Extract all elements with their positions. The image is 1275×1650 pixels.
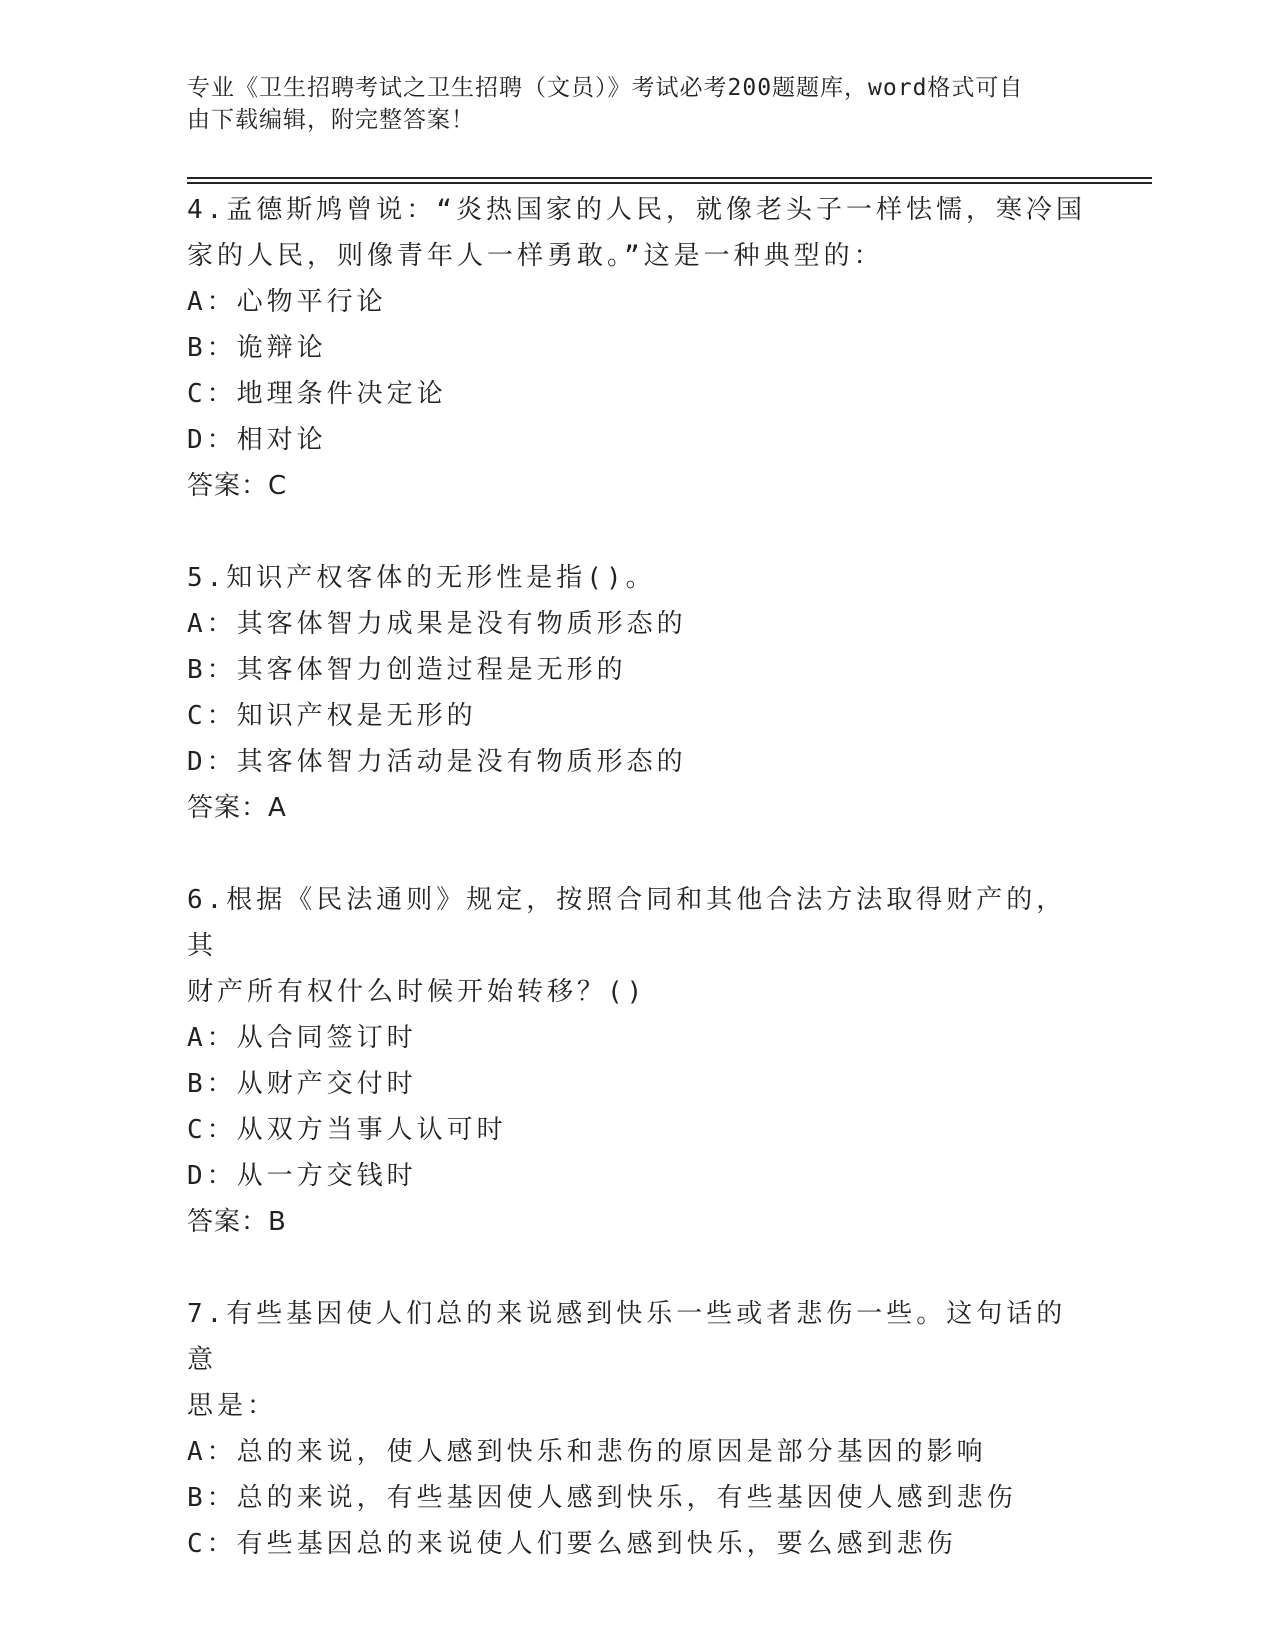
header-divider-bottom bbox=[187, 182, 1152, 184]
option-b: B：总的来说，有些基因使人感到快乐，有些基因使人感到悲伤 bbox=[187, 1483, 1017, 1513]
stem-line: 思是： bbox=[187, 1391, 278, 1421]
option-c: C：有些基因总的来说使人们要么感到快乐，要么感到悲伤 bbox=[187, 1529, 957, 1559]
option-b: B：从财产交付时 bbox=[187, 1069, 417, 1099]
option-d: D：从一方交钱时 bbox=[187, 1161, 417, 1191]
option-c: C：从双方当事人认可时 bbox=[187, 1115, 507, 1145]
question-stem bbox=[187, 187, 1087, 279]
option-a: A：从合同签订时 bbox=[187, 1023, 417, 1053]
question-4 bbox=[187, 187, 1087, 509]
option-d: D：相对论 bbox=[187, 425, 327, 455]
option-b: B：其客体智力创造过程是无形的 bbox=[187, 655, 627, 685]
answer-line: 答案：A bbox=[187, 793, 287, 823]
option-a: A：心物平行论 bbox=[187, 287, 387, 317]
option-a: A：总的来说，使人感到快乐和悲伤的原因是部分基因的影响 bbox=[187, 1437, 987, 1467]
stem-line: 家的人民，则像青年人一样勇敢。”这是一种典型的： bbox=[187, 241, 884, 271]
option-a: A：其客体智力成果是没有物质形态的 bbox=[187, 609, 687, 639]
question-5 bbox=[187, 555, 1087, 831]
stem-line: 财产所有权什么时候开始转移？() bbox=[187, 977, 647, 1007]
question-7 bbox=[187, 1291, 1087, 1567]
stem-line: 4.孟德斯鸠曾说：“炎热国家的人民，就像老头子一样怯懦，寒冷国 bbox=[187, 195, 1086, 225]
stem-line: 7.有些基因使人们总的来说感到快乐一些或者悲伤一些。这句话的意 bbox=[187, 1299, 1067, 1375]
question-spacer bbox=[187, 831, 1087, 877]
option-d: D：其客体智力活动是没有物质形态的 bbox=[187, 747, 687, 777]
option-b: B：诡辩论 bbox=[187, 333, 327, 363]
question-list bbox=[187, 187, 1087, 1567]
answer-line: 答案：C bbox=[187, 471, 288, 501]
answer-line: 答案：B bbox=[187, 1207, 287, 1237]
header-line-2: 由下载编辑，附完整答案！ bbox=[187, 107, 475, 133]
option-c: C：知识产权是无形的 bbox=[187, 701, 477, 731]
option-c: C：地理条件决定论 bbox=[187, 379, 447, 409]
header-divider-top bbox=[187, 177, 1152, 179]
question-stem bbox=[187, 877, 1087, 1015]
stem-line: 6.根据《民法通则》规定，按照合同和其他合法方法取得财产的，其 bbox=[187, 885, 1067, 961]
stem-line: 5.知识产权客体的无形性是指()。 bbox=[187, 563, 656, 593]
question-6 bbox=[187, 877, 1087, 1245]
question-stem bbox=[187, 555, 1087, 601]
question-stem bbox=[187, 1291, 1087, 1429]
header-line-1: 专业《卫生招聘考试之卫生招聘（文员）》考试必考200题题库，word格式可自 bbox=[187, 75, 1024, 101]
question-spacer bbox=[187, 509, 1087, 555]
question-spacer bbox=[187, 1245, 1087, 1291]
document-header bbox=[187, 72, 1067, 136]
